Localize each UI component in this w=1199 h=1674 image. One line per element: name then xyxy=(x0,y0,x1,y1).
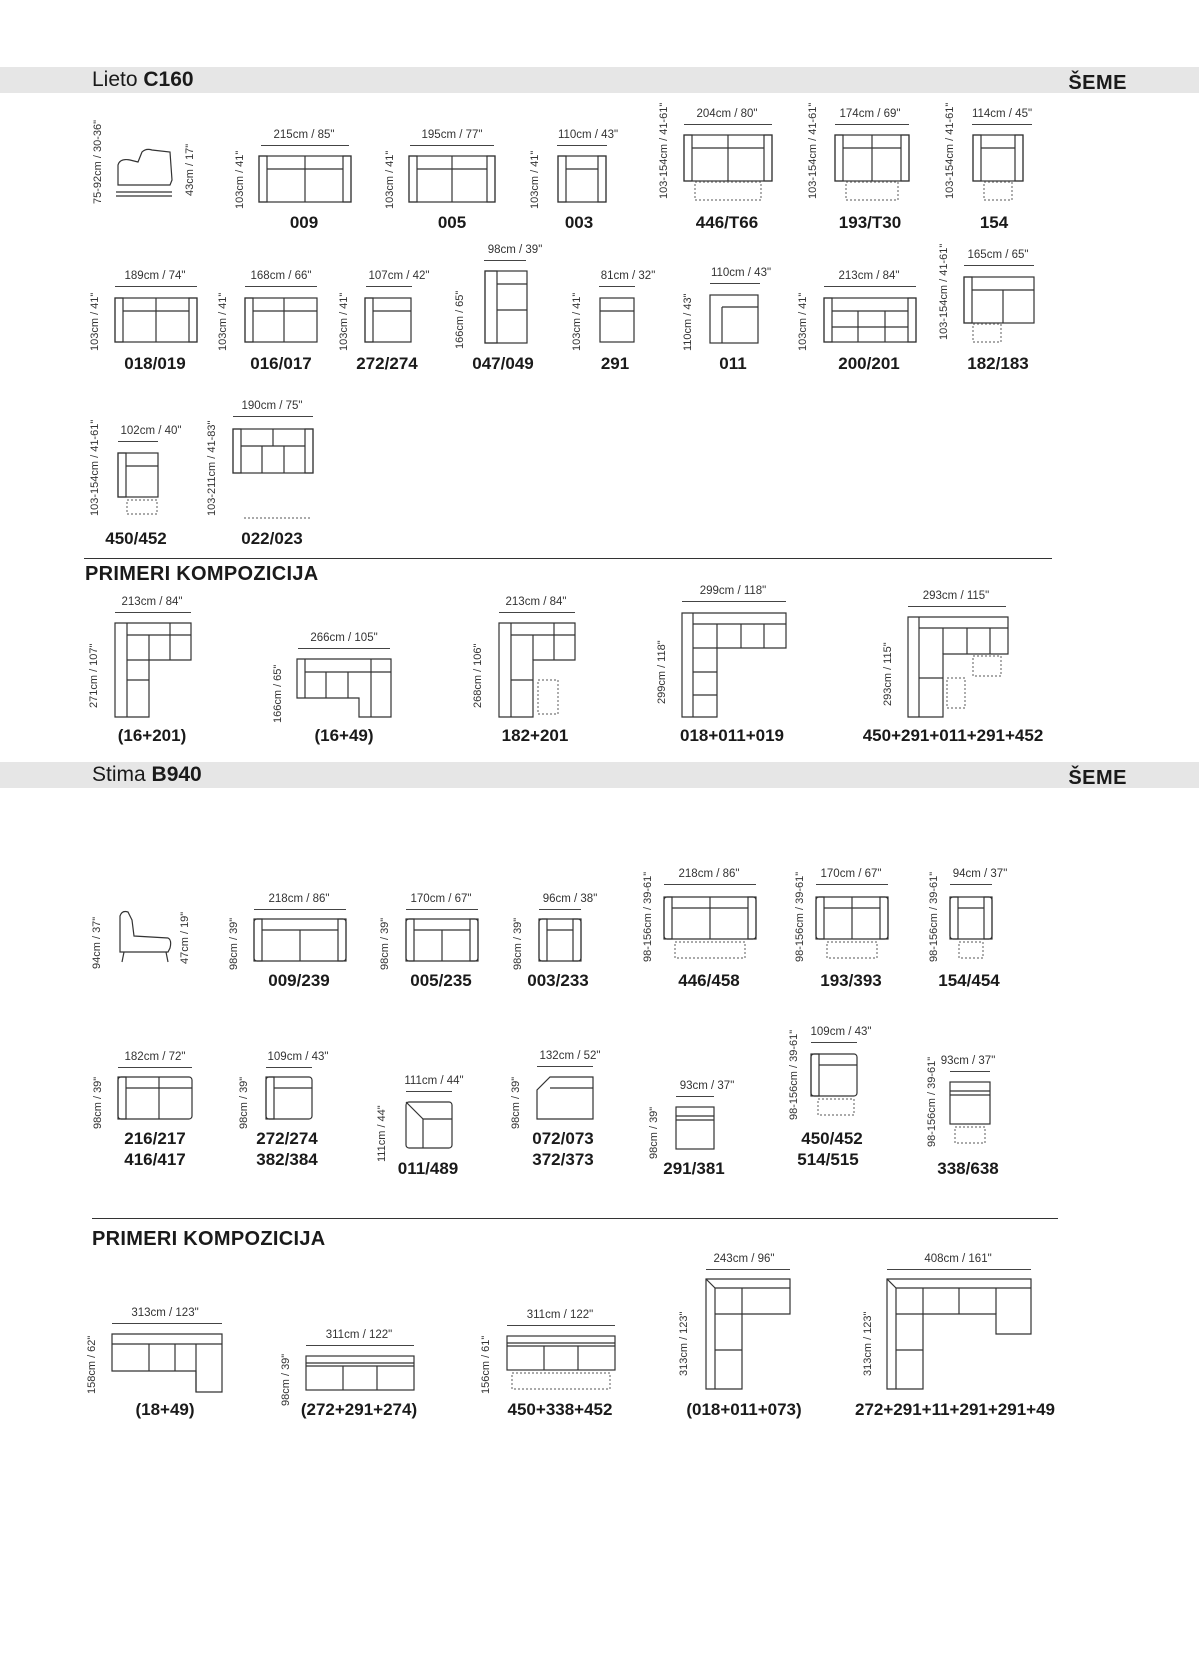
model-code: 193/393 xyxy=(820,971,882,990)
model-code: 047/049 xyxy=(472,354,534,373)
height-dim: 313cm / 123" xyxy=(862,1311,874,1376)
model-code: 072/073 xyxy=(532,1129,594,1148)
sofa-side-profile-icon xyxy=(112,908,176,964)
profile-seat: 43cm / 17" xyxy=(184,143,196,196)
model-code: 216/217 xyxy=(124,1129,186,1148)
width-dim: 109cm / 43" xyxy=(810,1026,872,1038)
sofa-recliner-icon xyxy=(663,896,757,962)
height-dim: 98cm / 39" xyxy=(280,1353,292,1406)
profile-seat: 47cm / 19" xyxy=(179,911,191,964)
section-band-stima xyxy=(0,762,1199,788)
armchair-icon xyxy=(557,155,607,203)
section-heading: PRIMERI KOMPOZICIJA xyxy=(92,1228,326,1250)
scheme-label: ŠEME xyxy=(1068,767,1127,789)
model-code: 272/274 xyxy=(356,354,418,373)
armchair-icon xyxy=(538,918,582,962)
width-dim: 110cm / 43" xyxy=(557,129,619,141)
model-code: 003/233 xyxy=(527,971,589,990)
width-dim: 215cm / 85" xyxy=(273,129,335,141)
sofa-chaise-icon xyxy=(111,1333,223,1393)
model-code: 446/458 xyxy=(678,971,740,990)
corner-module-icon xyxy=(536,1076,594,1120)
sofa-recliner-icon xyxy=(949,1081,991,1147)
width-dim: 311cm / 122" xyxy=(325,1329,393,1341)
chaise-longue-icon xyxy=(484,270,528,344)
height-dim: 103cm / 41" xyxy=(529,150,541,209)
corner-sofa-icon xyxy=(681,612,787,718)
model-code: 009/239 xyxy=(268,971,330,990)
width-dim: 81cm / 32" xyxy=(600,270,656,282)
sofa-3-seat-icon xyxy=(258,155,352,203)
width-dim: 218cm / 86" xyxy=(678,868,740,880)
height-dim: 103cm / 41" xyxy=(338,292,350,351)
height-dim: 98-156cm / 39-61" xyxy=(926,1056,938,1147)
width-dim: 111cm / 44" xyxy=(404,1075,464,1087)
width-dim: 293cm / 115" xyxy=(922,590,990,602)
model-code: 272/274 xyxy=(256,1129,318,1148)
height-dim: 299cm / 118" xyxy=(656,640,668,704)
model-code: 182/183 xyxy=(967,354,1029,373)
height-dim: 103cm / 41" xyxy=(571,292,583,351)
model-code: 291 xyxy=(600,354,630,373)
sofa-module-icon xyxy=(599,297,635,343)
corner-sofa-icon xyxy=(705,1278,791,1390)
height-dim: 110cm / 43" xyxy=(682,293,694,351)
width-dim: 213cm / 84" xyxy=(505,596,567,608)
composition-code: (018+011+073) xyxy=(686,1400,802,1419)
width-dim: 170cm / 67" xyxy=(410,893,472,905)
model-code: 291/381 xyxy=(663,1159,725,1178)
model-code: 193/T30 xyxy=(838,213,902,232)
sofa-recliner-icon xyxy=(232,428,314,522)
model-code: 016/017 xyxy=(250,354,312,373)
width-dim: 190cm / 75" xyxy=(241,400,303,412)
sofa-recliner-icon xyxy=(834,134,910,204)
armchair-recliner-icon xyxy=(810,1053,858,1119)
model-code: 003 xyxy=(564,213,594,232)
width-dim: 243cm / 96" xyxy=(713,1253,775,1265)
width-dim: 114cm / 45" xyxy=(971,108,1033,120)
height-dim: 268cm / 106" xyxy=(472,643,484,708)
width-dim: 102cm / 40" xyxy=(120,425,182,437)
width-dim: 165cm / 65" xyxy=(967,249,1029,261)
width-dim: 266cm / 105" xyxy=(310,632,378,644)
height-dim: 103-154cm / 41-61" xyxy=(807,102,819,199)
corner-sofa-icon xyxy=(886,1278,1032,1390)
sofa-chaise-icon xyxy=(296,658,392,718)
height-dim: 98-156cm / 39-61" xyxy=(928,871,940,962)
sofa-2-seat-icon xyxy=(408,155,496,203)
width-dim: 213cm / 84" xyxy=(838,270,900,282)
profile-height: 75-92cm / 30-36" xyxy=(92,119,104,204)
corner-module-icon xyxy=(709,294,759,344)
width-dim: 311cm / 122" xyxy=(526,1309,594,1321)
product-title: Stima B940 xyxy=(92,763,202,786)
height-dim: 98cm / 39" xyxy=(238,1076,250,1129)
width-dim: 218cm / 86" xyxy=(268,893,330,905)
model-code: 005 xyxy=(437,213,467,232)
height-dim: 111cm / 44" xyxy=(376,1105,388,1162)
sofa-recliner-icon xyxy=(963,276,1035,346)
model-code: 338/638 xyxy=(937,1159,999,1178)
width-dim: 195cm / 77" xyxy=(421,129,483,141)
sofa-recliner-icon xyxy=(506,1335,616,1393)
composition-code: (16+49) xyxy=(314,726,374,745)
height-dim: 271cm / 107" xyxy=(88,643,100,708)
height-dim: 103cm / 41" xyxy=(797,292,809,351)
model-code: 011/489 xyxy=(397,1159,459,1178)
model-code-alt: 416/417 xyxy=(124,1150,186,1169)
composition-code: (272+291+274) xyxy=(300,1400,418,1419)
height-dim: 293cm / 115" xyxy=(882,642,894,706)
composition-code: (18+49) xyxy=(135,1400,195,1419)
width-dim: 170cm / 67" xyxy=(820,868,882,880)
height-dim: 158cm / 62" xyxy=(86,1335,98,1394)
corner-sofa-icon xyxy=(114,622,192,718)
height-dim: 166cm / 65" xyxy=(454,290,466,349)
composition-code: (16+201) xyxy=(117,726,187,745)
height-dim: 103-154cm / 41-61" xyxy=(658,102,670,199)
height-dim: 98cm / 39" xyxy=(648,1106,660,1159)
section-heading: PRIMERI KOMPOZICIJA xyxy=(85,563,319,585)
width-dim: 93cm / 37" xyxy=(940,1055,996,1067)
model-code: 446/T66 xyxy=(695,213,759,232)
composition-code: 450+291+011+291+452 xyxy=(862,726,1044,745)
width-dim: 107cm / 42" xyxy=(368,270,430,282)
height-dim: 103-154cm / 41-61" xyxy=(944,102,956,199)
height-dim: 103-154cm / 41-61" xyxy=(89,419,101,516)
width-dim: 94cm / 37" xyxy=(952,868,1008,880)
sofa-module-icon xyxy=(265,1076,313,1120)
sofa-module-icon xyxy=(823,297,917,343)
height-dim: 166cm / 65" xyxy=(272,664,284,723)
width-dim: 168cm / 66" xyxy=(250,270,312,282)
model-code: 005/235 xyxy=(410,971,472,990)
height-dim: 103cm / 41" xyxy=(217,292,229,351)
width-dim: 313cm / 123" xyxy=(131,1307,199,1319)
height-dim: 98cm / 39" xyxy=(92,1076,104,1129)
composition-code: 018+011+019 xyxy=(679,726,785,745)
height-dim: 103cm / 41" xyxy=(384,150,396,209)
sofa-module-icon xyxy=(364,297,412,343)
model-code: 200/201 xyxy=(838,354,900,373)
divider xyxy=(92,1218,1058,1219)
model-code: 450/452 xyxy=(801,1129,863,1148)
model-code: 154/454 xyxy=(938,971,1000,990)
height-dim: 98cm / 39" xyxy=(512,917,524,970)
width-dim: 204cm / 80" xyxy=(696,108,758,120)
sofa-module-icon xyxy=(114,297,198,343)
width-dim: 109cm / 43" xyxy=(267,1051,329,1063)
model-code: 018/019 xyxy=(124,354,186,373)
sofa-side-profile-icon xyxy=(112,140,182,205)
height-dim: 103-211cm / 41-83" xyxy=(206,420,218,516)
height-dim: 103cm / 41" xyxy=(234,150,246,209)
corner-sofa-icon xyxy=(907,616,1009,718)
width-dim: 174cm / 69" xyxy=(839,108,901,120)
scheme-label: ŠEME xyxy=(1068,72,1127,94)
model-code: 154 xyxy=(979,213,1009,232)
profile-height: 94cm / 37" xyxy=(91,916,103,969)
width-dim: 98cm / 39" xyxy=(487,244,543,256)
height-dim: 98-156cm / 39-61" xyxy=(794,871,806,962)
height-dim: 103-154cm / 41-61" xyxy=(938,243,950,340)
height-dim: 98-156cm / 39-61" xyxy=(642,871,654,962)
height-dim: 313cm / 123" xyxy=(678,1311,690,1376)
armchair-recliner-icon xyxy=(949,896,993,962)
height-dim: 98cm / 39" xyxy=(228,917,240,970)
model-code-alt: 382/384 xyxy=(256,1150,318,1169)
width-dim: 408cm / 161" xyxy=(924,1253,992,1265)
width-dim: 96cm / 38" xyxy=(542,893,598,905)
width-dim: 299cm / 118" xyxy=(699,585,767,597)
model-code: 450/452 xyxy=(105,529,167,548)
sofa-modular-icon xyxy=(305,1355,415,1391)
product-title: Lieto C160 xyxy=(92,68,194,91)
width-dim: 213cm / 84" xyxy=(121,596,183,608)
model-code: 022/023 xyxy=(241,529,303,548)
height-dim: 103cm / 41" xyxy=(89,292,101,351)
height-dim: 98cm / 39" xyxy=(510,1076,522,1129)
composition-code: 182+201 xyxy=(501,726,569,745)
sofa-module-icon xyxy=(244,297,318,343)
sofa-module-icon xyxy=(117,1076,193,1120)
width-dim: 93cm / 37" xyxy=(679,1080,735,1092)
divider xyxy=(84,558,1052,559)
composition-code: 450+338+452 xyxy=(507,1400,613,1419)
model-code-alt: 372/373 xyxy=(532,1150,594,1169)
composition-code: 272+291+11+291+291+49 xyxy=(855,1400,1055,1419)
width-dim: 182cm / 72" xyxy=(124,1051,186,1063)
sofa-2-seat-icon xyxy=(405,918,479,962)
sofa-module-icon xyxy=(675,1106,715,1150)
model-code-alt: 514/515 xyxy=(797,1150,859,1169)
model-code: 011 xyxy=(719,354,747,373)
model-code: 009 xyxy=(289,213,319,232)
height-dim: 156cm / 61" xyxy=(480,1335,492,1394)
sofa-recliner-icon xyxy=(683,134,773,204)
corner-module-icon xyxy=(405,1101,453,1149)
width-dim: 189cm / 74" xyxy=(124,270,186,282)
armchair-recliner-icon xyxy=(117,452,159,518)
width-dim: 110cm / 43" xyxy=(710,267,772,279)
sofa-recliner-icon xyxy=(815,896,889,962)
sofa-3-seat-icon xyxy=(253,918,347,962)
corner-sofa-icon xyxy=(498,622,576,718)
section-band-lieto xyxy=(0,67,1199,93)
height-dim: 98-156cm / 39-61" xyxy=(788,1029,800,1120)
armchair-recliner-icon xyxy=(972,134,1024,204)
width-dim: 132cm / 52" xyxy=(539,1050,601,1062)
height-dim: 98cm / 39" xyxy=(379,917,391,970)
